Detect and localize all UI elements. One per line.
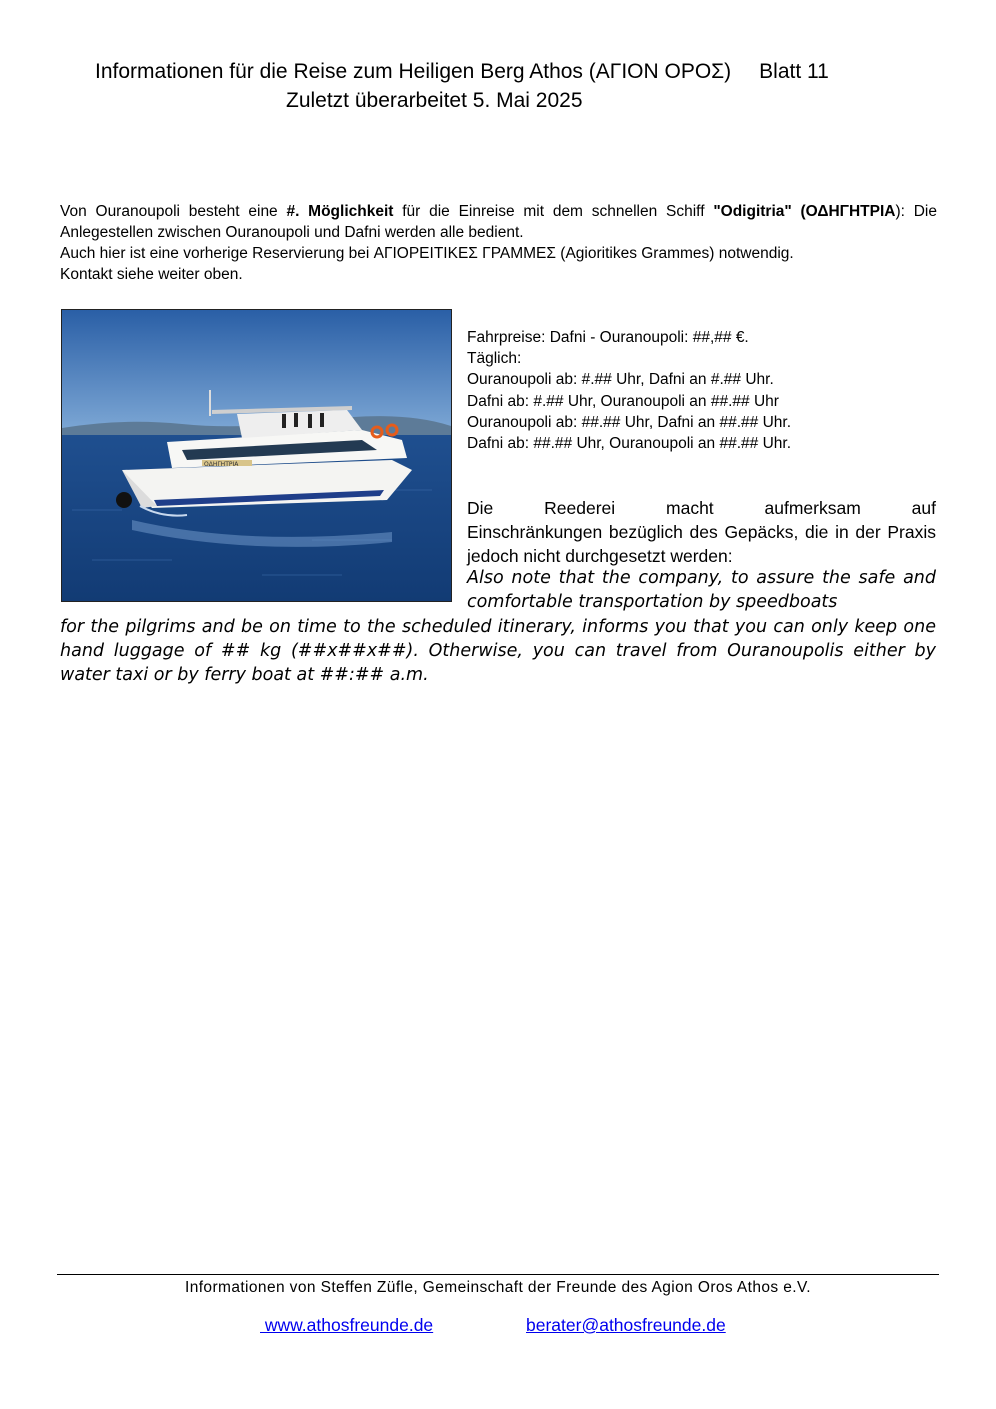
footer-divider [57, 1274, 939, 1275]
hull-ship-name: ΟΔΗΓΗΤΡΙΑ [204, 461, 239, 468]
fare-line: Fahrpreise: Dafni - Ouranoupoli: ##,## €. [467, 329, 749, 346]
note-text: Einschränkungen bezüglich des Gepäcks, die in der Praxis jedoch nicht durchgesetzt werden: [467, 522, 936, 566]
note-line: Die Reederei macht aufmerksam auf [467, 498, 936, 518]
luggage-note [467, 496, 936, 568]
sheet-number: Blatt 11 [759, 60, 829, 83]
website-link[interactable]: www.athosfreunde.de [260, 1315, 434, 1335]
english-note-part1 [467, 566, 936, 614]
intro-option-number: #. Möglichkeit [286, 203, 394, 220]
contact-paragraph: Kontakt siehe weiter oben. [60, 266, 243, 283]
intro-text: Von Ouranoupoli besteht eine [60, 203, 287, 220]
email-link[interactable]: berater@athosfreunde.de [526, 1315, 726, 1335]
english-note-part2 [60, 615, 936, 688]
reservation-paragraph: Auch hier ist eine vorherige Reservierung bei ΑΓΙΟΡΕΙΤΙΚΕΣ ΓΡΑΜΜΕΣ (Agioritikes Grammes) notwendig. [60, 245, 794, 262]
english-text: for the pilgrims and be on time to the scheduled itinerary, informs you that you can only keep one hand luggage of ## kg (##x##x##). Otherwise, you can travel from Ouranoupolis either by water taxi or by ferry boat at ##:## a.m. [60, 617, 936, 686]
intro-text: ): Die Anlegestellen zwischen Ouranoupoli und Dafni werden alle bedient. [60, 203, 937, 241]
ship-name-bold: "Odigitria" (ΟΔΗΓΗΤΡΙΑ [713, 203, 896, 220]
speedboat-image [62, 310, 451, 601]
last-updated: Zuletzt überarbeitet 5. Mai 2025 [286, 89, 583, 112]
english-text: Also note that the company, to assure the safe and comfortable transportation by speedboats [467, 568, 936, 613]
intro-paragraph [60, 201, 937, 243]
schedule-line: Ouranoupoli ab: ##.## Uhr, Dafni an ##.## Uhr. [467, 413, 791, 431]
schedule-line: Dafni ab: #.## Uhr, Ouranoupoli an ##.## Uhr [467, 392, 779, 410]
schedule-daily-label: Täglich: [467, 350, 522, 368]
document-title: Informationen für die Reise zum Heiligen Berg Athos (ΑΓΙΟΝ ΟΡΟΣ) [95, 60, 732, 83]
fare-schedule [467, 327, 791, 454]
intro-text: für die Einreise mit dem schnellen Schiff [393, 203, 714, 220]
intro-section [60, 201, 937, 285]
ship-photo [61, 309, 452, 602]
page-header [95, 60, 829, 84]
footer-credit: Informationen von Steffen Züfle, Gemeinschaft der Freunde des Agion Oros Athos e.V. [185, 1279, 811, 1296]
schedule-line: Ouranoupoli ab: #.## Uhr, Dafni an #.## Uhr. [467, 371, 774, 389]
schedule-line: Dafni ab: ##.## Uhr, Ouranoupoli an ##.## Uhr. [467, 435, 791, 453]
